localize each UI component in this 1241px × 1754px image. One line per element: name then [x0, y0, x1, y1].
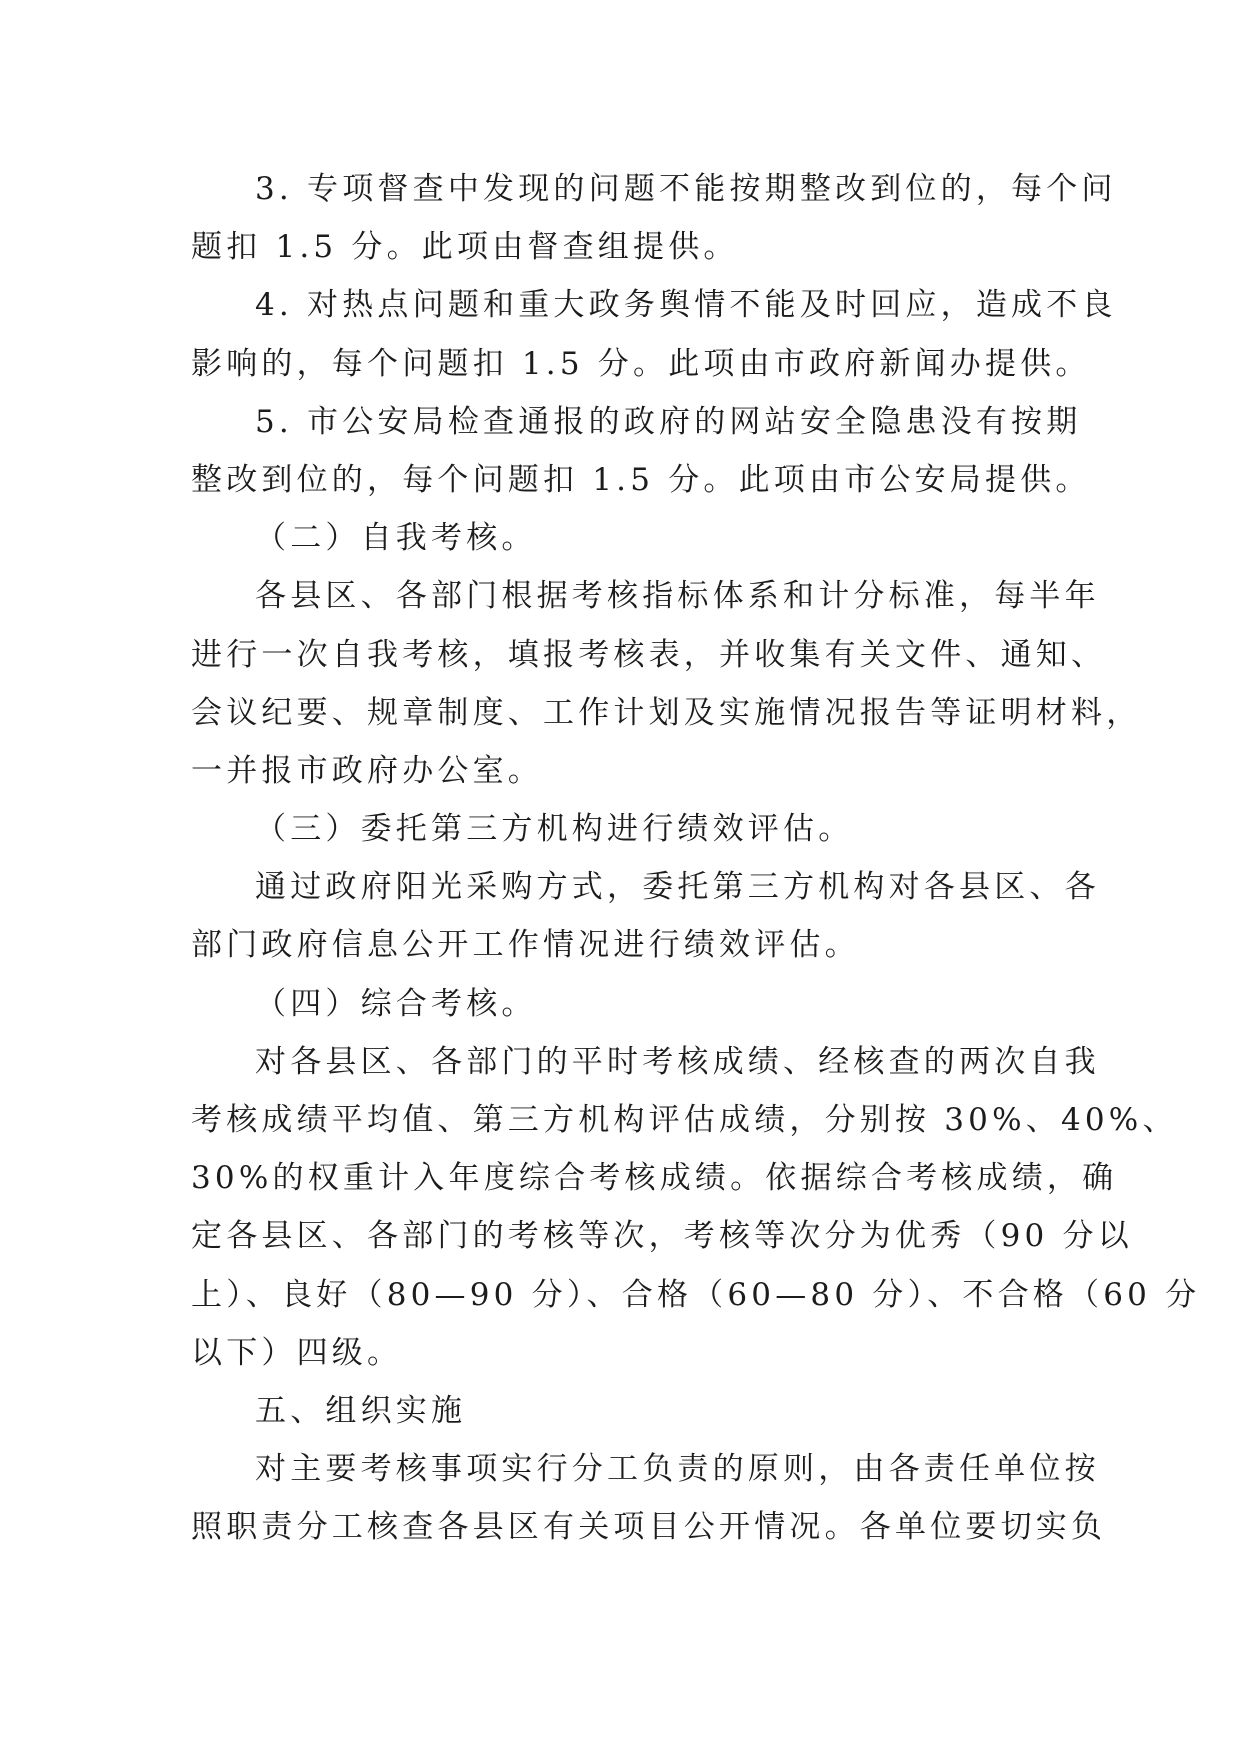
paragraph-line: 一并报市政府办公室。: [191, 752, 543, 789]
section-heading: （四）综合考核。: [255, 985, 537, 1022]
paragraph-line: 部门政府信息公开工作情况进行绩效评估。: [191, 927, 860, 964]
paragraph-line: 通过政府阳光采购方式，委托第三方机构对各县区、各: [255, 869, 1100, 906]
document-body: [191, 160, 1201, 1557]
paragraph-line: 4. 对热点问题和重大政务舆情不能及时回应，造成不良: [255, 287, 1117, 324]
paragraph-line: 进行一次自我考核，填报考核表，并收集有关文件、通知、: [191, 636, 1107, 673]
paragraph-line: 整改到位的，每个问题扣 1.5 分。此项由市公安局提供。: [191, 461, 1091, 498]
paragraph-line: 定各县区、各部门的考核等次，考核等次分为优秀（90 分以: [191, 1218, 1133, 1255]
paragraph-line: 对各县区、各部门的平时考核成绩、经核查的两次自我: [255, 1043, 1100, 1080]
paragraph-line: 照职责分工核查各县区有关项目公开情况。各单位要切实负: [191, 1509, 1107, 1546]
section-heading: （三）委托第三方机构进行绩效评估。: [255, 811, 854, 848]
paragraph-line: 30%的权重计入年度综合考核成绩。依据综合考核成绩，确: [191, 1160, 1118, 1197]
paragraph-line: 考核成绩平均值、第三方机构评估成绩，分别按 30%、40%、: [191, 1102, 1178, 1138]
paragraph-line: 题扣 1.5 分。此项由督查组提供。: [191, 229, 739, 266]
paragraph-line: 上）、良好（80—90 分）、合格（60—80 分）、不合格（60 分: [191, 1276, 1201, 1313]
paragraph-line: 影响的，每个问题扣 1.5 分。此项由市政府新闻办提供。: [191, 345, 1091, 382]
paragraph-line: 各县区、各部门根据考核指标体系和计分标准，每半年: [255, 578, 1100, 615]
paragraph-line: 以下）四级。: [191, 1334, 403, 1371]
paragraph-line: 对主要考核事项实行分工负责的原则，由各责任单位按: [255, 1451, 1100, 1488]
section-heading: （二）自我考核。: [255, 520, 537, 557]
paragraph-line: 3. 专项督查中发现的问题不能按期整改到位的，每个问: [255, 171, 1117, 207]
paragraph-line: 会议纪要、规章制度、工作计划及实施情况报告等证明材料，: [191, 694, 1142, 731]
paragraph-line: 5. 市公安局检查通报的政府的网站安全隐患没有按期: [255, 403, 1082, 440]
section-heading: 五、组织实施: [255, 1392, 467, 1429]
